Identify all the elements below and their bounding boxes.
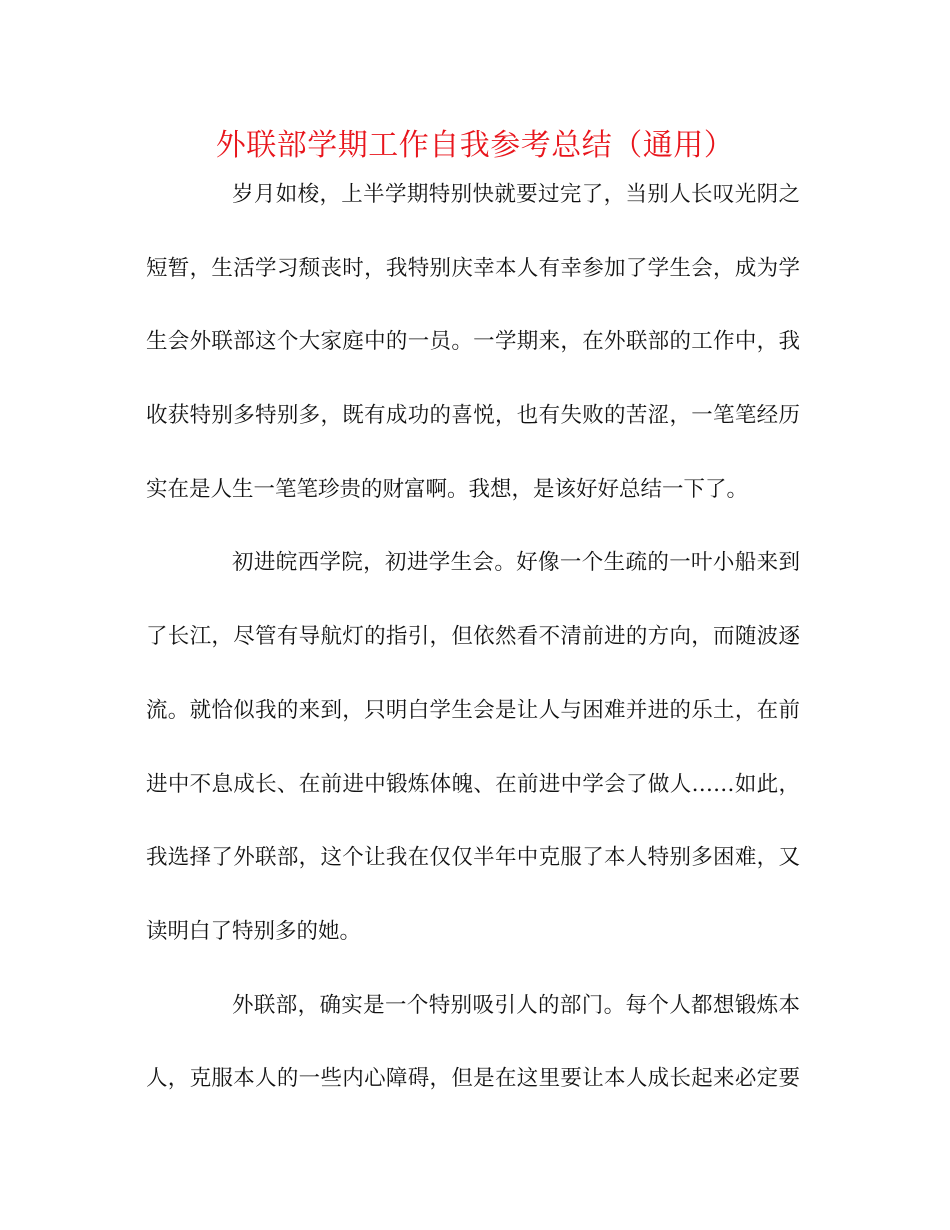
body-line: 人，克服本人的一些内心障碍，但是在这里要让本人成长起来必定要 (146, 1066, 800, 1092)
document-title: 外联部学期工作自我参考总结（通用） (215, 128, 735, 163)
body-line: 流。就恰似我的来到，只明白学生会是让人与困难并进的乐土，在前 (146, 697, 800, 723)
body-line: 收获特别多特别多，既有成功的喜悦，也有失败的苦涩，一笔笔经历 (146, 403, 800, 429)
body-line: 我选择了外联部，这个让我在仅仅半年中克服了本人特别多困难，又 (146, 845, 800, 871)
body-line: 读明白了特别多的她。 (146, 918, 362, 944)
body-line: 外联部，确实是一个特别吸引人的部门。每个人都想锻炼本 (232, 992, 800, 1018)
body-line: 进中不息成长、在前进中锻炼体魄、在前进中学会了做人……如此， (146, 771, 800, 797)
document-body (146, 175, 800, 1133)
body-line: 短暂，生活学习颓丧时，我特别庆幸本人有幸参加了学生会，成为学 (146, 255, 800, 281)
body-line: 生会外联部这个大家庭中的一员。一学期来，在外联部的工作中，我 (146, 329, 800, 355)
body-line: 初进皖西学院，初进学生会。好像一个生疏的一叶小船来到 (232, 550, 800, 576)
body-line: 了长江，尽管有导航灯的指引，但依然看不清前进的方向，而随波逐 (146, 624, 800, 650)
body-line: 实在是人生一笔笔珍贵的财富啊。我想，是该好好总结一下了。 (146, 476, 749, 502)
body-line: 岁月如梭，上半学期特别快就要过完了，当别人长叹光阴之 (232, 182, 800, 207)
